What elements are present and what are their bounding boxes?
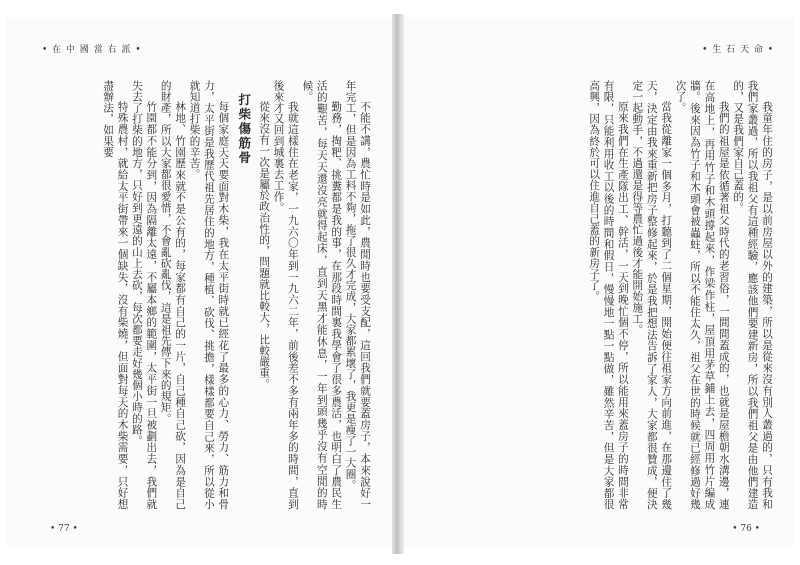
right-text-block <box>434 80 774 510</box>
left-paragraph-3: 我就這樣住在老家，一九六〇年到一九六二年，前後差不多有兩年多的時間，直到後來才又回到城裏去工作。 <box>272 80 299 510</box>
section-paragraph-1: 每個家庭天天要面對木柴，我在太平街時就已經花了最多的心力、勞力、筋力和骨力，太平街是我歷代祖先居住的地方，種植、砍伐、挑擔，樣樣都要自己來，所以從小就知道打柴的辛苦。 <box>188 80 230 510</box>
section-paragraph-2: 林地、竹園歷來就不是公有的，每家都有自己的一片，自己種自己砍，因為是自己的財產，所以大家都很愛惜，不會亂砍亂伐，這是祖先傳下來的規矩。 <box>159 80 187 510</box>
left-page <box>6 18 392 548</box>
right-paragraph-4: 原來我們在生產隊出工、幹活，一天到晚忙個不停，所以能用來蓋房子的時間非常有限，只能利用收工以後的時間和假日，慢慢地一點一點做，雖然辛苦，但是大家都很高興，因為終於可以住進自己蓋的新房子了。 <box>588 80 629 510</box>
left-paragraph-1: 不能不講，農忙時是如此，農閒時也要受支配，這回我們就要蓋房子，本來說好一年完工，但是因為工料不夠，拖了很久才完成，大家都累壞了，我更是瘦了一大圈。 <box>344 80 371 510</box>
left-page-number: • 77 • <box>50 524 78 534</box>
section-paragraph-3: 竹園都不能分到，因為隔離太遠，不屬本鄉的範圍，太平街一旦被劃出去，我們就失去了打柴的地方，只好到更遠的山上去砍，每次都要走好幾個小時的路。 <box>130 80 158 510</box>
book-gutter <box>392 14 404 554</box>
right-paragraph-1: 我童年住的房子，是以前房屋以外的建築，所以是從來沒有別人叢過的，只有我和我們家叢過，所以我祖父有這種經驗，應該他們要建新房，所以我們祖父是由他們建造的，又是我們家自己蓋的。 <box>732 80 773 510</box>
left-paragraph-4: 從來沒有一次是屬於政治性的，問題就比較大，比較嚴重。 <box>258 101 271 390</box>
left-running-head: • 在 中 國 當 右 派 • <box>42 45 142 55</box>
left-paragraph-2: 勤務，掏粑、挑糞都是我的事，在那段時間裏我學會了很多農活，也明白了農民生活的艱苦，每天天還沒亮就得起床，直到天黑才能休息，一年到頭幾乎沒有空閒的時候。 <box>301 80 343 510</box>
section-heading: 打柴傷筋骨 <box>236 92 252 165</box>
section-paragraph-4: 特殊農村，就給太平街帶來一個缺失，沒有柴燒，但面對每天的木柴需要，只好想盡辦法，如果要 <box>102 80 129 510</box>
right-page <box>404 18 794 548</box>
right-paragraph-3: 當我從離家一個多月，打聽到了二個星期，開始便往祖家方向前進，在那邊住了幾天，決定由我來重新把房子整修起來，於是我把想法告訴了家人，大家都很贊成，便決定一起動手，不過還是得等農忙過後才能開始施工。 <box>631 80 673 510</box>
right-paragraph-2: 我們的祖屋是依循著祖父時代的老習俗，一間間蓋成的，也就是屋檐朝水溝邊，連在高地上，再用竹子和木頭撐起來，作梁作柱，屋頂用茅草鋪上去，四周用竹片編成牆。後來因為竹子和木頭會被蟲蛀，所以不能住太久，祖父在世的時候就已經修過好幾次了。 <box>674 80 730 510</box>
right-running-head: • 生 石 天 命 • <box>702 45 774 55</box>
left-text-block <box>42 80 372 510</box>
right-page-number: • 76 • <box>732 524 760 534</box>
